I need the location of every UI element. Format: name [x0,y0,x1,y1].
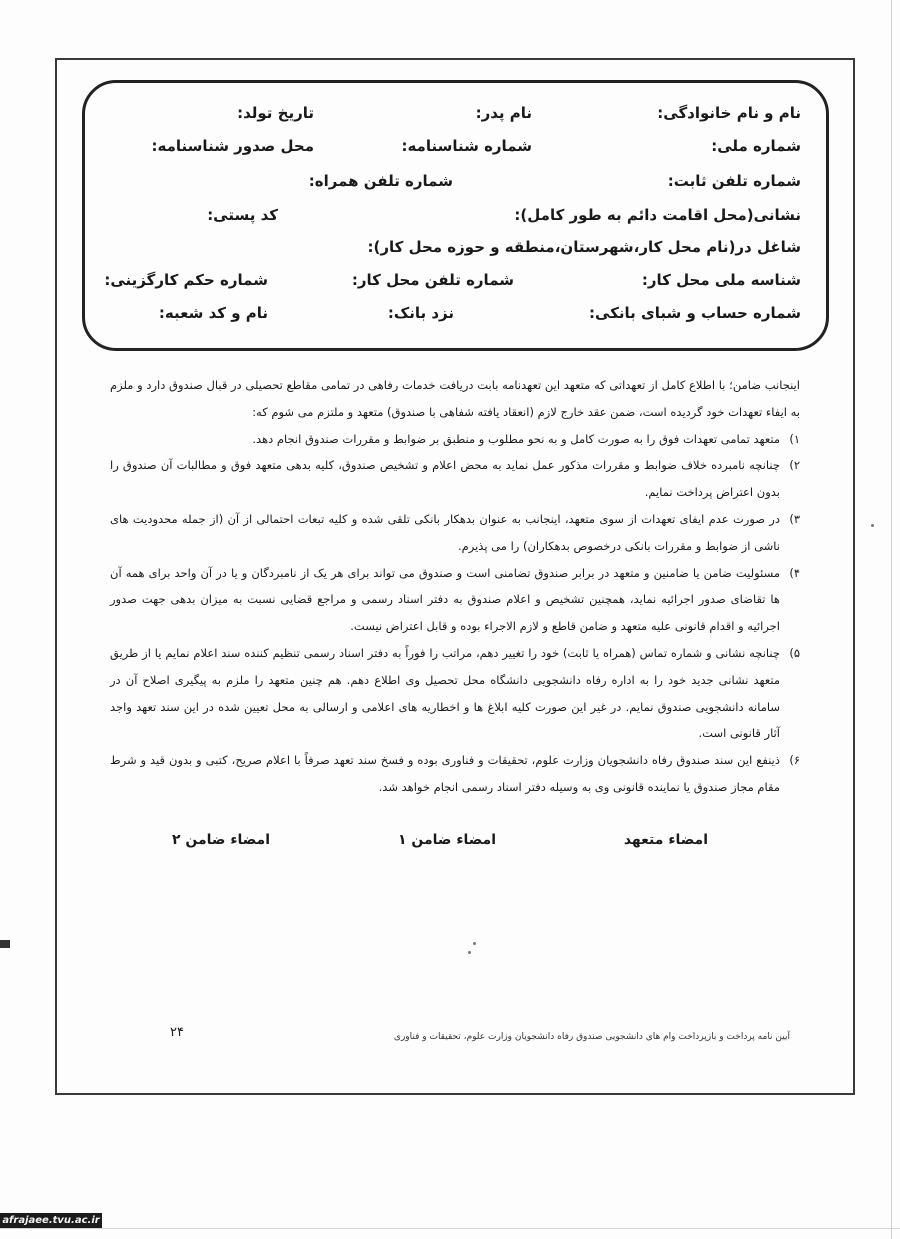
item-text: در صورت عدم ایفای تعهدات از سوی متعهد، اینجانب به عنوان بدهکار بانکی تلقی شده و کلیه تبعات احتمالی از آن (از جمله محدودیت های ناشی از ضوابط و مقررات بانکی درخصوص بدهکاران) را می پذیرم. [110,511,780,553]
item-number: ۴) [789,565,800,580]
list-item [110,506,800,560]
list-item [110,560,800,640]
item-number: ۲) [789,458,800,473]
list-item [110,640,800,747]
signature-guarantor-2: امضاء ضامن ۲ [171,832,270,848]
item-text: چنانچه نامبرده خلاف ضوابط و مقررات مذکور عمل نماید به محض اعلام و تشخیص صندوق، کلیه بدهی متعهد فوق و مطالبات آن صندوق را بدون اعتراض پرداخت نمایم. [110,458,780,500]
footer-text: آیین نامه پرداخت و بازپرداخت وام های دانشجویی صندوق رفاه دانشجویان وزارت علوم، تحقیقات و فناوری [393,1032,790,1042]
scan-edge-bottom [0,1228,900,1229]
item-number: ۱) [789,431,800,446]
field-birth-date: تاریخ تولد: [237,104,314,122]
item-number: ۵) [789,645,800,660]
scan-speck [871,524,874,527]
field-employment: شاغل در(نام محل کار،شهرستان،منطقه و حوزه محل کار): [367,238,801,256]
signature-obligor: امضاء متعهد [623,832,708,848]
page-number: ۲۴ [170,1025,184,1040]
field-landline: شماره تلفن ثابت: [667,172,801,190]
list-item [110,452,800,506]
item-text: ذینفع این سند صندوق رفاه دانشجویان وزارت علوم، تحقیقات و فناوری بوده و فسخ سند تعهد صرفاً با اعلام صریح، کتبی و بدون قید و شرط مقام مجاز صندوق یا نماینده قانونی وی به وسیله دفتر اسناد رسمی انجام خواهد شد. [110,753,780,794]
field-national-id: شماره ملی: [711,137,801,155]
field-address: نشانی(محل اقامت دائم به طور کامل): [514,206,801,224]
field-id-issue-place: محل صدور شناسنامه: [151,137,314,155]
field-full-name: نام و نام خانوادگی: [657,104,801,122]
field-workplace-phone: شماره تلفن محل کار: [351,271,514,289]
list-item [110,747,800,801]
field-father-name: نام پدر: [475,104,532,122]
item-text: متعهد تمامی تعهدات فوق را به صورت کامل و به نحو مطلوب و منطبق بر ضوابط و مقررات صندوق انجام دهد. [252,431,780,446]
field-id-number: شماره شناسنامه: [401,137,532,155]
signature-guarantor-1: امضاء ضامن ۱ [397,832,496,848]
scan-edge [891,0,892,1239]
field-branch: نام و کد شعبه: [158,304,268,322]
list-item [110,426,800,453]
field-account-sheba: شماره حساب و شبای بانکی: [589,304,801,322]
field-mobile: شماره تلفن همراه: [308,172,453,190]
item-number: ۳) [789,511,800,526]
scan-artifact [0,940,10,948]
item-number: ۶) [789,753,800,768]
item-text: مسئولیت ضامن یا ضامنین و متعهد در برابر صندوق تضامنی است و صندوق می تواند برای هر یک از نامبردگان و یا در آن واحد برای همه آن ها تقاضای صدور اجرائیه نماید، همچنین تشخیص و اعلام صندوق به دفتر اسناد رسمی و مراجع قضایی نسبت به میزان بدهی جهت صدور اجرائیه و اقدام قانونی علیه متعهد و ضامن قاطع و لازم الاجراء بوده و قابل اعتراض نیست. [110,565,780,634]
intro-paragraph: اینجانب ضامن؛ با اطلاع کامل از تعهداتی که متعهد این تعهدنامه بابت دریافت خدمات رفاهی در تمامی مقاطع تحصیلی در قبال صندوق دارد و ملزم به ایفاء تعهدات خود گردیده است، ضمن عقد خارج لازم (انعقاد یافته شفاهی با صندوق) متعهد و ملتزم می شوم که: [110,378,800,419]
commitment-text [110,372,800,801]
field-workplace-national-id: شناسه ملی محل کار: [641,271,801,289]
field-postal-code: کد پستی: [207,206,278,224]
field-employment-order: شماره حکم کارگزینی: [104,271,268,289]
field-bank: نزد بانک: [387,304,454,322]
watermark-url: afrajaee.tvu.ac.ir [0,1213,102,1228]
item-text: چنانچه نشانی و شماره تماس (همراه یا ثابت) خود را تغییر دهم، مراتب را فوراً به دفتر اسناد رسمی تنظیم کننده سند اعلام نمایم یا از طریق متعهد نشانی جدید خود را به اداره رفاه دانشجویی دانشگاه محل تحصیل وی اطلاع دهم. هم چنین متعهد را ملزم به پیگیری اصلاح آن در سامانه دانشجویی صندوق نمایم. در غیر این صورت کلیه ابلاغ ها و اخطاریه های اعلامی و ارسالی به محل تعیین شده در این سند تعهد واجد آثار قانونی است. [110,645,780,741]
